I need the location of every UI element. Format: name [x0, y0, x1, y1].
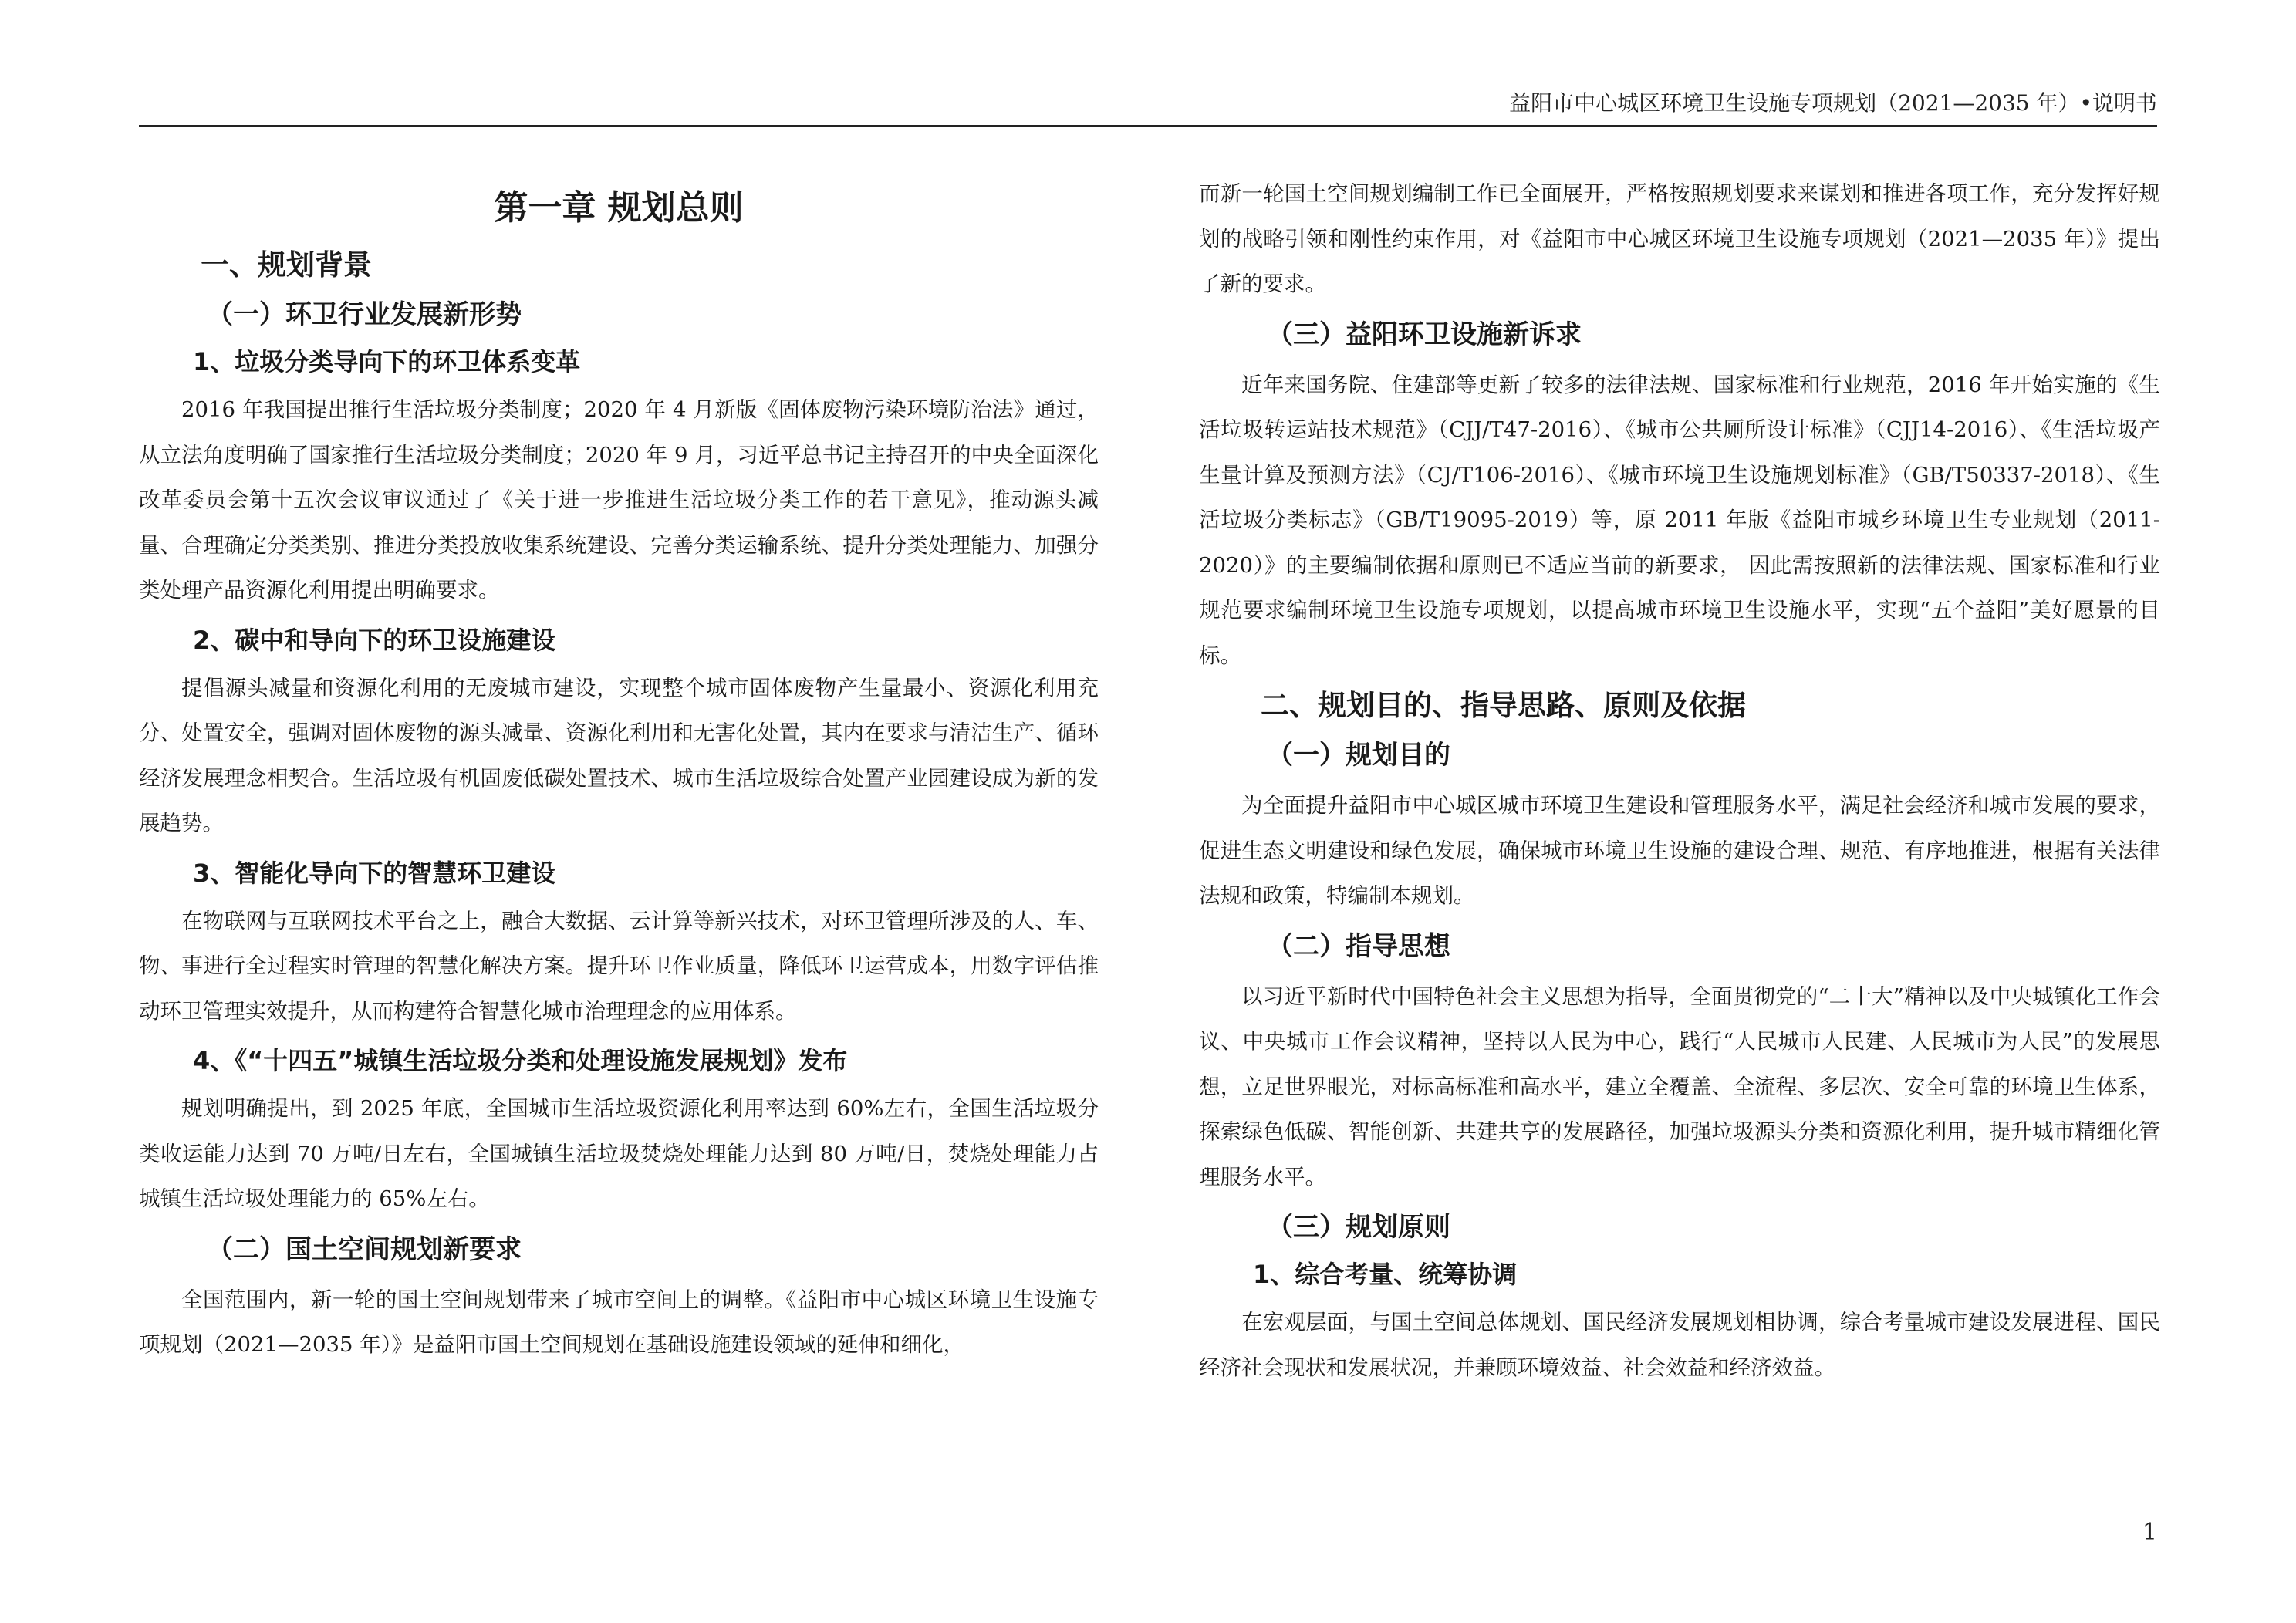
- chapter-title: 第一章 规划总则: [494, 188, 744, 228]
- item-title-plan: 4、《“十四五”城镇生活垃圾分类和处理设施发展规划》发布: [193, 1046, 848, 1075]
- paragraph-carbon: 提倡源头减量和资源化利用的无废城市建设，实现整个城市固体废物产生量最小、资源化利用充分、处置安全，强调对固体废物的源头减量、资源化利用和无害化处置，其内在要求与清洁生产、循环经济发展理念相契合。生活垃圾有机固废低碳处置技术、城市生活垃圾综合处置产业园建设成为新的发展趋势。: [139, 675, 1099, 835]
- paragraph-sorting: 2016 年我国提出推行生活垃圾分类制度；2020 年 4 月新版《固体废物污染环境防治法》通过，从立法角度明确了国家推行生活垃圾分类制度；2020 年 9 月，习近平总书记主持召开的中央全面深化改革委员会第十五次会议审议通过了《关于进一步推进生活垃圾分类工作的若干意见》，推动源头减量、合理确定分类类别、推进分类投放收集系统建设、完善分类运输系统、提升分类处理能力、加强分类处理产品资源化利用提出明确要求。: [139, 397, 1099, 602]
- paragraph-spatial-continued: 而新一轮国土空间规划编制工作已全面展开，严格按照规划要求来谋划和推进各项工作，充分发挥好规划的战略引领和刚性约束作用，对《益阳市中心城区环境卫生设施专项规划（2021—2035 年）》提出了新的要求。: [1199, 181, 2160, 296]
- left-column: [139, 162, 1099, 1372]
- paragraph-guiding: 以习近平新时代中国特色社会主义思想为指导，全面贯彻党的“二十大”精神以及中央城镇化工作会议、中央城市工作会议精神，坚持以人民为中心，践行“人民城市人民建、人民城市为人民”的发展思想，立足世界眼光，对标高标准和高水平，建立全覆盖、全流程、多层次、安全可靠的环境卫生体系，探索绿色低碳、智能创新、共建共享的发展路径，加强垃圾源头分类和资源化利用，提升城市精细化管理服务水平。: [1199, 984, 2160, 1189]
- header-title: 益阳市中心城区环境卫生设施专项规划（2021—2035 年）•说明书: [1509, 90, 2157, 116]
- subsection-title-goal: （一）规划目的: [1267, 740, 1450, 771]
- page-number: 1: [2142, 1519, 2157, 1546]
- page-header: [139, 86, 2157, 127]
- item-title-coordination: 1、综合考量、统筹协调: [1253, 1260, 1518, 1289]
- subsection-title-spatial: （二）国土空间规划新要求: [207, 1233, 522, 1265]
- subsection-title-guiding: （二）指导思想: [1267, 930, 1450, 962]
- item-title-sorting: 1、垃圾分类导向下的环卫体系变革: [193, 347, 581, 376]
- item-title-smart: 3、智能化导向下的智慧环卫建设: [193, 858, 556, 888]
- paragraph-plan: 规划明确提出，到 2025 年底，全国城市生活垃圾资源化利用率达到 60%左右，全国生活垃圾分类收运能力达到 70 万吨/日左右，全国城镇生活垃圾焚烧处理能力达到 80 万吨/日，焚烧处理能力占城镇生活垃圾处理能力的 65%左右。: [139, 1096, 1099, 1211]
- paragraph-yiyang: 近年来国务院、住建部等更新了较多的法律法规、国家标准和行业规范，2016 年开始实施的《生活垃圾转运站技术规范》（CJJ/T47-2016）、《城市公共厕所设计标准》（CJJ14-2016）、《生活垃圾产生量计算及预测方法》（CJ/T106-2016）、《城市环境卫生设施规划标准》（GB/T50337-2018）、《生活垃圾分类标志》（GB/T19095-2019）等，原 2011 年版《益阳市城乡环境卫生专业规划（2011-2020）》的主要编制依据和原则已不适应当前的新要求， 因此需按照新的法律法规、国家标准和行业规范要求编制环境卫生设施专项规划，以提高城市环境卫生设施水平，实现“五个益阳”美好愿景的目标。: [1199, 372, 2160, 668]
- section-title-purpose: 二、规划目的、指导思路、原则及依据: [1261, 689, 1746, 722]
- subsection-title-industry: （一）环卫行业发展新形势: [207, 299, 522, 330]
- subsection-title-principles: （三）规划原则: [1267, 1212, 1450, 1243]
- paragraph-goal: 为全面提升益阳市中心城区城市环境卫生建设和管理服务水平，满足社会经济和城市发展的要求，促进生态文明建设和绿色发展，确保城市环境卫生设施的建设合理、规范、有序地推进，根据有关法律法规和政策，特编制本规划。: [1199, 793, 2160, 908]
- paragraph-coordination: 在宏观层面，与国土空间总体规划、国民经济发展规划相协调，综合考量城市建设发展进程、国民经济社会现状和发展状况，并兼顾环境效益、社会效益和经济效益。: [1199, 1310, 2160, 1380]
- right-column: [1199, 171, 2160, 1395]
- paragraph-spatial: 全国范围内，新一轮的国土空间规划带来了城市空间上的调整。《益阳市中心城区环境卫生设施专项规划（2021—2035 年）》是益阳市国土空间规划在基础设施建设领域的延伸和细化，: [139, 1287, 1099, 1357]
- section-title-background: 一、规划背景: [201, 248, 372, 282]
- item-title-carbon: 2、碳中和导向下的环卫设施建设: [193, 625, 556, 655]
- subsection-title-yiyang: （三）益阳环卫设施新诉求: [1267, 319, 1582, 350]
- paragraph-smart: 在物联网与互联网技术平台之上，融合大数据、云计算等新兴技术，对环卫管理所涉及的人、车、物、事进行全过程实时管理的智慧化解决方案。提升环卫作业质量，降低环卫运营成本，用数字评估推动环卫管理实效提升，从而构建符合智慧化城市治理理念的应用体系。: [139, 908, 1099, 1024]
